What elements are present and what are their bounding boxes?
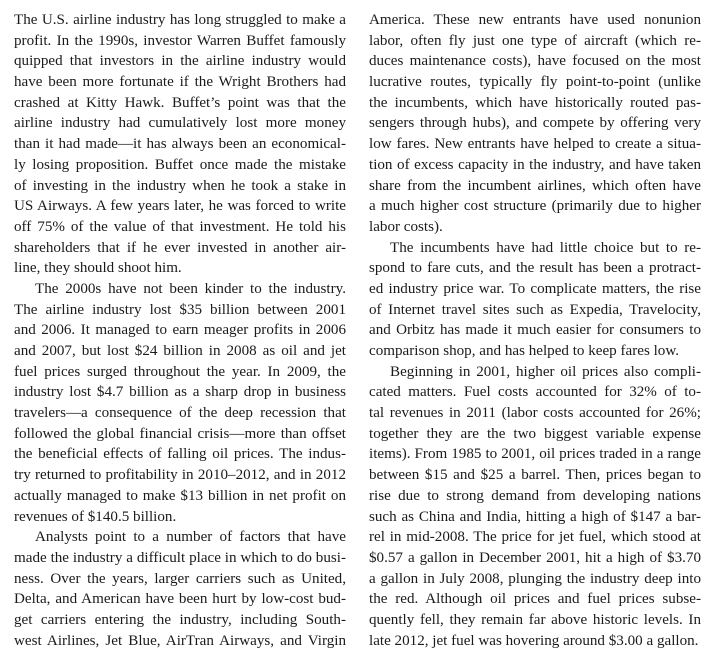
text-line: rise due to strong demand from developing nations (369, 487, 701, 504)
text-line: share from the incumbent airlines, which often have (369, 177, 701, 194)
text-line: low fares. New entrants have helped to create a situa- (369, 136, 701, 153)
text-line: the beneficial effects of falling oil prices. The indus- (14, 446, 346, 463)
text-line: America. These new entrants have used nonunion (369, 12, 701, 28)
text-line: and 2006. It managed to earn meager profits in 2006 (14, 322, 346, 339)
text-line: spond to fare cuts, and the result has been a protract- (369, 260, 701, 277)
text-line: made the industry a difficult place in which to do busi- (14, 549, 346, 566)
paragraph (369, 362, 701, 651)
text-line: a gallon in July 2008, plunging the industry deep into (369, 570, 701, 587)
paragraph (369, 238, 701, 362)
text-line: west Airlines, Jet Blue, AirTran Airways, and Virgin (14, 632, 346, 649)
text-line: crashed at Kitty Hawk. Buffet’s point was that the (14, 94, 346, 111)
text-line: together they are the two biggest variable expense (369, 425, 701, 442)
text-line: late 2012, jet fuel was hovering around $3.00 a gallon. (369, 632, 699, 649)
text-line: industry lost $4.7 billion as a sharp drop in business (14, 384, 346, 401)
text-line: labor costs). (369, 218, 443, 235)
text-line: cated matters. Fuel costs accounted for 32% of to- (369, 384, 701, 401)
text-line: followed the global financial crisis—more than offset (14, 425, 346, 442)
text-line: actually managed to make $13 billion in net profit on (14, 487, 346, 504)
text-line: have been more fortunate if the Wright Brothers had (14, 74, 346, 91)
text-line: comparison shop, and has helped to keep fares low. (369, 343, 680, 359)
text-line: $0.57 a gallon in December 2001, hit a high of $3.70 (369, 549, 701, 566)
text-line: travelers—a consequence of the deep recession that (14, 405, 346, 422)
text-line: ly losing proposition. Buffet once made the mistake (14, 156, 346, 173)
document-page (0, 10, 715, 649)
paragraph (369, 10, 701, 238)
text-line: quently fell, they remain far above historic levels. In (369, 611, 701, 628)
text-line: fuel prices surged throughout the year. In 2009, the (14, 363, 346, 380)
text-line: a much higher cost structure (primarily due to higher (369, 198, 701, 215)
text-line: airline industry had cumulatively lost more money (14, 115, 346, 132)
text-line: The incumbents have had little choice but to re- (390, 239, 701, 256)
text-line: and 2007, but lost $24 billion in 2008 as oil and jet (14, 343, 346, 359)
text-line: of Internet travel sites such as Expedia, Travelocity, (369, 301, 701, 318)
text-line: line, they should shoot him. (14, 260, 182, 277)
text-line: labor, often fly just one type of aircraft (which re- (369, 32, 701, 49)
text-line: Beginning in 2001, higher oil prices also compli- (390, 363, 701, 380)
text-line: The 2000s have not been kinder to the industry. (35, 280, 346, 297)
text-line: duces maintenance costs), have focused on the most (369, 53, 701, 70)
text-line: the incumbents, which have historically routed pas- (369, 94, 701, 111)
text-line: of investing in the industry when he took a stake in (14, 177, 346, 194)
text-line: The airline industry lost $35 billion between 2001 (14, 301, 346, 318)
text-line: and Orbitz has made it much easier for consumers to (369, 322, 701, 339)
text-line: off 75% of the value of that investment. He told his (14, 218, 346, 235)
text-line: lucrative routes, typically fly point-to-point (unlike (369, 74, 701, 91)
text-line: sengers through hubs), and compete by offering very (369, 115, 701, 132)
paragraph (14, 279, 346, 527)
paragraph (14, 10, 346, 279)
text-line: try returned to profitability in 2010–2012, and in 2012 (14, 467, 346, 484)
left-column (14, 10, 346, 651)
text-line: ed industry price war. To complicate matters, the rise (369, 280, 701, 297)
text-line: revenues of $140.5 billion. (14, 508, 177, 525)
text-line: The U.S. airline industry has long struggled to make a (14, 12, 346, 28)
text-line: than it had made—it has always been an economical- (14, 136, 346, 153)
text-line: rel in mid-2008. The price for jet fuel, which stood at (369, 529, 701, 546)
right-column (369, 10, 701, 651)
text-line: US Airways. A few years later, he was forced to write (14, 198, 346, 215)
text-line: tion of excess capacity in the industry, and have taken (369, 156, 701, 173)
text-line: quipped that investors in the airline industry would (14, 53, 346, 70)
text-line: between $15 and $25 a barrel. Then, prices began to (369, 467, 701, 484)
text-line: Delta, and American have been hurt by low-cost bud- (14, 591, 346, 608)
text-line: Analysts point to a number of factors that have (35, 529, 346, 546)
text-line: such as China and India, hitting a high of $147 a bar- (369, 508, 701, 525)
text-line: profit. In the 1990s, investor Warren Buffet famously (14, 32, 346, 49)
text-line: ness. Over the years, larger carriers such as United, (14, 570, 346, 587)
paragraph (14, 527, 346, 651)
text-line: items). From 1985 to 2001, oil prices traded in a range (369, 446, 701, 463)
text-line: get carriers entering the industry, including South- (14, 611, 346, 628)
text-line: shareholders that if he ever invested in another air- (14, 239, 346, 256)
text-line: the red. Although oil prices and fuel prices subse- (369, 591, 701, 608)
text-line: tal revenues in 2011 (labor costs accounted for 26%; (369, 405, 701, 422)
